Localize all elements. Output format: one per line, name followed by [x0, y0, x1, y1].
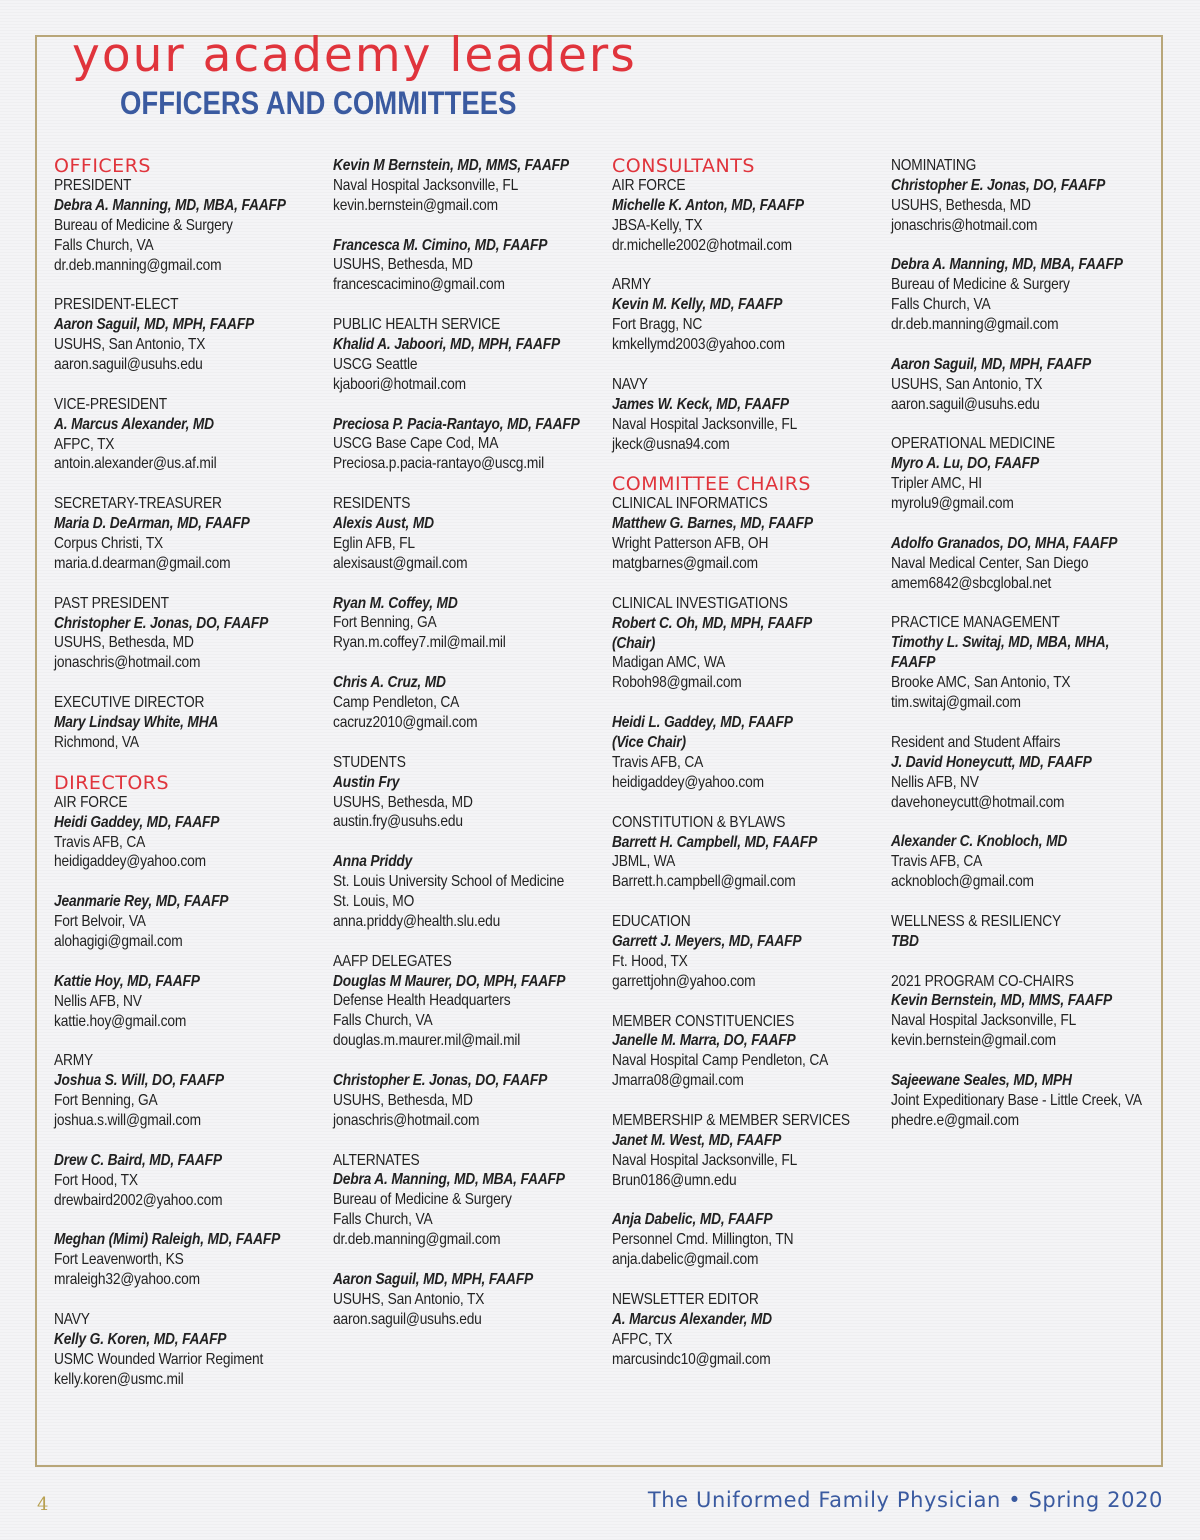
person-name: Janet M. West, MD, FAAFP	[612, 1131, 782, 1149]
detail-text: Naval Hospital Camp Pendleton, CA	[612, 1052, 829, 1070]
detail-text: amem6842@sbcglobal.net	[891, 574, 1052, 592]
spacer	[54, 275, 286, 295]
section-heading: CONSULTANTS	[612, 155, 755, 177]
detail-text: anna.priddy@health.slu.edu	[333, 912, 501, 930]
role-label: NAVY	[612, 375, 648, 393]
detail-text: USCG Seattle	[333, 355, 418, 373]
detail-text: Personnel Cmd. Millington, TN	[612, 1231, 794, 1249]
detail-text: Tripler AMC, HI	[891, 475, 982, 493]
column-2	[333, 156, 603, 1330]
detail-text: dr.deb.manning@gmail.com	[54, 256, 222, 274]
spacer	[54, 1290, 286, 1310]
role-label: PRESIDENT-ELECT	[54, 296, 179, 314]
person-name: Alexis Aust, MD	[333, 515, 434, 533]
person-name: Preciosa P. Pacia-Rantayo, MD, FAAFP	[333, 415, 580, 433]
spacer	[54, 1031, 286, 1051]
detail-text: tim.switaj@gmail.com	[891, 694, 1021, 712]
role-label: 2021 PROGRAM CO-CHAIRS	[891, 972, 1074, 990]
detail-text: drewbaird2002@yahoo.com	[54, 1191, 223, 1209]
detail-text: dr.deb.manning@gmail.com	[891, 316, 1059, 334]
role-label: AIR FORCE	[54, 793, 128, 811]
spacer	[891, 594, 1123, 614]
spacer	[612, 1091, 844, 1111]
person-name: Christopher E. Jonas, DO, FAAFP	[333, 1071, 548, 1089]
detail-text: Fort Benning, GA	[54, 1092, 158, 1110]
spacer	[333, 395, 565, 415]
detail-text: kjaboori@hotmail.com	[333, 375, 466, 393]
detail-text: Fort Belvoir, VA	[54, 913, 146, 931]
role-label: STUDENTS	[333, 753, 406, 771]
detail-text: joshua.s.will@gmail.com	[54, 1111, 201, 1129]
detail-text: AFPC, TX	[612, 1330, 673, 1348]
detail-text: Fort Benning, GA	[333, 614, 437, 632]
spacer	[891, 335, 1123, 355]
person-name: Khalid A. Jaboori, MD, MPH, FAAFP	[333, 336, 560, 354]
detail-text: Camp Pendleton, CA	[333, 694, 460, 712]
detail-text: kevin.bernstein@gmail.com	[891, 1032, 1056, 1050]
page-number: 4	[37, 1494, 49, 1515]
page-subtitle: OFFICERS AND COMMITTEES	[120, 85, 517, 121]
detail-text: Naval Medical Center, San Diego	[891, 554, 1089, 572]
person-name: J. David Honeycutt, MD, FAAFP	[891, 753, 1092, 771]
detail-text: Falls Church, VA	[333, 1211, 433, 1229]
spacer	[612, 454, 844, 474]
person-name: Michelle K. Anton, MD, FAAFP	[612, 196, 804, 214]
detail-text: heidigaddey@yahoo.com	[612, 773, 764, 791]
detail-text: Naval Hospital Jacksonville, FL	[612, 415, 798, 433]
detail-text: anja.dabelic@gmail.com	[612, 1251, 759, 1269]
spacer	[891, 1051, 1123, 1071]
detail-text: antoin.alexander@us.af.mil	[54, 455, 217, 473]
role-label: SECRETARY-TREASURER	[54, 495, 222, 513]
spacer	[333, 1250, 565, 1270]
detail-text: Wright Patterson AFB, OH	[612, 535, 769, 553]
detail-text: Falls Church, VA	[891, 296, 991, 314]
spacer	[891, 952, 1123, 972]
spacer	[333, 474, 565, 494]
role-label: RESIDENTS	[333, 495, 411, 513]
person-name: Barrett H. Campbell, MD, FAAFP	[612, 833, 818, 851]
role-label: MEMBER CONSTITUENCIES	[612, 1012, 795, 1030]
person-name: Meghan (Mimi) Raleigh, MD, FAAFP	[54, 1231, 281, 1249]
person-name: Douglas M Maurer, DO, MPH, FAAFP	[333, 972, 566, 990]
detail-text: USUHS, Bethesda, MD	[891, 196, 1031, 214]
detail-text: Bureau of Medicine & Surgery	[333, 1191, 512, 1209]
detail-text: Nellis AFB, NV	[891, 773, 979, 791]
person-name: Aaron Saguil, MD, MPH, FAAFP	[333, 1270, 534, 1288]
column-4	[891, 156, 1161, 1131]
publication-footer: The Uniformed Family Physician • Spring 2020	[647, 1488, 1163, 1512]
role-label: VICE-PRESIDENT	[54, 395, 168, 413]
person-name: A. Marcus Alexander, MD	[612, 1310, 772, 1328]
detail-text: Ryan.m.coffey7.mil@mail.mil	[333, 634, 506, 652]
detail-text: davehoneycutt@hotmail.com	[891, 793, 1065, 811]
role-label: EDUCATION	[612, 913, 691, 931]
detail-text: Bureau of Medicine & Surgery	[891, 276, 1070, 294]
detail-text: jonaschris@hotmail.com	[54, 654, 201, 672]
spacer	[333, 1131, 565, 1151]
section-heading: DIRECTORS	[54, 771, 170, 794]
person-name: Myro A. Lu, DO, FAAFP	[891, 455, 1040, 473]
detail-text: USUHS, Bethesda, MD	[54, 634, 194, 652]
spacer	[54, 574, 286, 594]
person-name: Chris A. Cruz, MD	[333, 674, 446, 692]
role-label: Resident and Student Affairs	[891, 733, 1061, 751]
role-label: MEMBERSHIP & MEMBER SERVICES	[612, 1111, 850, 1129]
role-label: NOMINATING	[891, 157, 977, 174]
detail-text: phedre.e@gmail.com	[891, 1111, 1019, 1129]
detail-text: Naval Hospital Jacksonville, FL	[612, 1151, 798, 1169]
role-label: ALTERNATES	[333, 1151, 420, 1169]
person-name: Timothy L. Switaj, MD, MBA, MHA,	[891, 634, 1110, 652]
role-label: PUBLIC HEALTH SERVICE	[333, 316, 501, 334]
detail-text: Travis AFB, CA	[891, 853, 983, 871]
person-name: Robert C. Oh, MD, MPH, FAAFP	[612, 614, 813, 632]
person-name: Debra A. Manning, MD, MBA, FAAFP	[333, 1171, 565, 1189]
detail-text: Bureau of Medicine & Surgery	[54, 216, 233, 234]
detail-text: Travis AFB, CA	[612, 753, 704, 771]
detail-text: USUHS, Bethesda, MD	[333, 1091, 473, 1109]
person-name: Mary Lindsay White, MHA	[54, 714, 219, 732]
person-name: Aaron Saguil, MD, MPH, FAAFP	[54, 316, 255, 334]
column-3	[612, 156, 882, 1370]
person-name: Debra A. Manning, MD, MBA, FAAFP	[891, 256, 1123, 274]
detail-text: Fort Leavenworth, KS	[54, 1251, 184, 1269]
role-label: CONSTITUTION & BYLAWS	[612, 813, 786, 831]
person-name: FAAFP	[891, 654, 936, 672]
role-label: PAST PRESIDENT	[54, 594, 169, 612]
detail-text: JBSA-Kelly, TX	[612, 216, 703, 234]
spacer	[54, 375, 286, 395]
role-label: PRACTICE MANAGEMENT	[891, 614, 1060, 632]
detail-text: kevin.bernstein@gmail.com	[333, 196, 498, 214]
detail-text: dr.michelle2002@hotmail.com	[612, 236, 792, 254]
detail-text: dr.deb.manning@gmail.com	[333, 1231, 501, 1249]
person-name: Anna Priddy	[333, 853, 413, 871]
spacer	[612, 574, 844, 594]
detail-text: myrolu9@gmail.com	[891, 495, 1014, 513]
spacer	[891, 514, 1123, 534]
detail-text: Naval Hospital Jacksonville, FL	[891, 1012, 1077, 1030]
person-name: Garrett J. Meyers, MD, FAAFP	[612, 932, 802, 950]
detail-text: Falls Church, VA	[54, 236, 154, 254]
person-name: Kelly G. Koren, MD, FAAFP	[54, 1330, 227, 1348]
person-name: Heidi Gaddey, MD, FAAFP	[54, 813, 220, 831]
role-label: CLINICAL INFORMATICS	[612, 495, 768, 513]
detail-text: alexisaust@gmail.com	[333, 554, 468, 572]
detail-text: Richmond, VA	[54, 733, 139, 751]
detail-text: Corpus Christi, TX	[54, 535, 164, 553]
detail-text: jonaschris@hotmail.com	[333, 1111, 480, 1129]
person-name: Francesca M. Cimino, MD, FAAFP	[333, 236, 548, 254]
person-name: Matthew G. Barnes, MD, FAAFP	[612, 515, 813, 533]
spacer	[612, 1191, 844, 1211]
person-name: Kevin M Bernstein, MD, MMS, FAAFP	[333, 157, 569, 174]
detail-text: USUHS, San Antonio, TX	[891, 375, 1043, 393]
person-name: Drew C. Baird, MD, FAAFP	[54, 1151, 222, 1169]
detail-text: Eglin AFB, FL	[333, 534, 415, 552]
section-heading: OFFICERS	[54, 155, 151, 177]
person-name: TBD	[891, 932, 919, 950]
person-name: Adolfo Granados, DO, MHA, FAAFP	[891, 534, 1118, 552]
person-name: Kevin Bernstein, MD, MMS, FAAFP	[891, 992, 1112, 1010]
detail-text: Travis AFB, CA	[54, 833, 146, 851]
person-name: Maria D. DeArman, MD, FAAFP	[54, 515, 250, 533]
detail-text: USUHS, San Antonio, TX	[54, 336, 206, 354]
person-name: Jeanmarie Rey, MD, FAAFP	[54, 893, 229, 911]
spacer	[54, 1131, 286, 1151]
detail-text: Defense Health Headquarters	[333, 992, 511, 1010]
spacer	[612, 892, 844, 912]
spacer	[54, 872, 286, 892]
detail-text: alohagigi@gmail.com	[54, 932, 183, 950]
person-name: Sajeewane Seales, MD, MPH	[891, 1071, 1072, 1089]
detail-text: St. Louis, MO	[333, 892, 415, 910]
detail-text: matgbarnes@gmail.com	[612, 555, 758, 573]
detail-text: aaron.saguil@usuhs.edu	[891, 395, 1040, 413]
detail-text: USUHS, Bethesda, MD	[333, 793, 473, 811]
detail-text: USUHS, San Antonio, TX	[333, 1290, 485, 1308]
spacer	[54, 952, 286, 972]
detail-text: aaron.saguil@usuhs.edu	[54, 356, 203, 374]
detail-text: Barrett.h.campbell@gmail.com	[612, 873, 796, 891]
spacer	[333, 653, 565, 673]
detail-text: jkeck@usna94.com	[612, 435, 730, 453]
spacer	[891, 713, 1123, 733]
person-name: Kevin M. Kelly, MD, FAAFP	[612, 296, 783, 314]
person-name: Debra A. Manning, MD, MBA, FAAFP	[54, 196, 286, 214]
detail-text: douglas.m.maurer.mil@mail.mil	[333, 1032, 521, 1050]
spacer	[612, 992, 844, 1012]
detail-text: Roboh98@gmail.com	[612, 674, 742, 692]
role-label: NEWSLETTER EDITOR	[612, 1290, 759, 1308]
spacer	[612, 256, 844, 276]
spacer	[891, 415, 1123, 435]
column-1	[54, 156, 324, 1389]
detail-text: USCG Base Cape Cod, MA	[333, 435, 499, 453]
person-name: Alexander C. Knobloch, MD	[891, 833, 1068, 851]
section-heading: COMMITTEE CHAIRS	[612, 473, 811, 496]
spacer	[54, 1210, 286, 1230]
person-name: Heidi L. Gaddey, MD, FAAFP	[612, 714, 793, 732]
role-label: ARMY	[612, 276, 652, 294]
spacer	[612, 693, 844, 713]
person-name: James W. Keck, MD, FAAFP	[612, 395, 789, 413]
spacer	[333, 574, 565, 594]
detail-text: Madigan AMC, WA	[612, 654, 726, 672]
detail-text: austin.fry@usuhs.edu	[333, 813, 463, 831]
person-name: Kattie Hoy, MD, FAAFP	[54, 972, 200, 990]
role-label: NAVY	[54, 1310, 90, 1328]
person-name: Ryan M. Coffey, MD	[333, 594, 458, 612]
detail-text: AFPC, TX	[54, 435, 115, 453]
spacer	[891, 812, 1123, 832]
detail-text: Fort Bragg, NC	[612, 316, 703, 334]
detail-text: aaron.saguil@usuhs.edu	[333, 1310, 482, 1328]
detail-text: JBML, WA	[612, 853, 676, 871]
detail-text: Naval Hospital Jacksonville, FL	[333, 176, 519, 194]
detail-text: St. Louis University School of Medicine	[333, 873, 565, 891]
person-name: Christopher E. Jonas, DO, FAAFP	[891, 176, 1106, 194]
detail-text: Jmarra08@gmail.com	[612, 1072, 744, 1090]
role-label: AAFP DELEGATES	[333, 952, 452, 970]
detail-text: heidigaddey@yahoo.com	[54, 853, 206, 871]
spacer	[891, 236, 1123, 256]
detail-text: kmkellymd2003@yahoo.com	[612, 336, 785, 354]
spacer	[891, 892, 1123, 912]
role-label: AIR FORCE	[612, 177, 686, 194]
person-name: Christopher E. Jonas, DO, FAAFP	[54, 614, 269, 632]
spacer	[612, 1270, 844, 1290]
role-label: OPERATIONAL MEDICINE	[891, 435, 1056, 453]
person-name: Anja Dabelic, MD, FAAFP	[612, 1211, 773, 1229]
detail-text: francescacimino@gmail.com	[333, 276, 505, 294]
detail-text: Brooke AMC, San Antonio, TX	[891, 674, 1071, 692]
spacer	[333, 295, 565, 315]
role-label: WELLNESS & RESILIENCY	[891, 912, 1061, 930]
detail-text: kattie.hoy@gmail.com	[54, 1012, 187, 1030]
detail-text: Joint Expeditionary Base - Little Creek, VA	[891, 1091, 1142, 1109]
spacer	[54, 673, 286, 693]
role-label: CLINICAL INVESTIGATIONS	[612, 594, 788, 612]
detail-text: USMC Wounded Warrior Regiment	[54, 1350, 264, 1368]
person-name: Austin Fry	[333, 773, 400, 791]
person-name: Janelle M. Marra, DO, FAAFP	[612, 1032, 796, 1050]
detail-text: Nellis AFB, NV	[54, 992, 142, 1010]
detail-text: maria.d.dearman@gmail.com	[54, 554, 231, 572]
person-name: (Chair)	[612, 634, 656, 652]
detail-text: Falls Church, VA	[333, 1012, 433, 1030]
spacer	[54, 474, 286, 494]
detail-text: Fort Hood, TX	[54, 1171, 138, 1189]
detail-text: Ft. Hood, TX	[612, 952, 688, 970]
spacer	[333, 1051, 565, 1071]
detail-text: acknobloch@gmail.com	[891, 873, 1034, 891]
spacer	[333, 832, 565, 852]
detail-text: garrettjohn@yahoo.com	[612, 972, 756, 990]
spacer	[333, 733, 565, 753]
detail-text: kelly.koren@usmc.mil	[54, 1370, 184, 1388]
detail-text: Brun0186@umn.edu	[612, 1171, 737, 1189]
detail-text: cacruz2010@gmail.com	[333, 713, 478, 731]
role-label: PRESIDENT	[54, 177, 132, 194]
detail-text: USUHS, Bethesda, MD	[333, 256, 473, 274]
person-name: (Vice Chair)	[612, 734, 686, 752]
spacer	[333, 932, 565, 952]
detail-text: jonaschris@hotmail.com	[891, 216, 1038, 234]
detail-text: mraleigh32@yahoo.com	[54, 1271, 200, 1289]
page-title: your academy leaders	[72, 28, 637, 83]
spacer	[54, 753, 286, 773]
person-name: Aaron Saguil, MD, MPH, FAAFP	[891, 355, 1092, 373]
detail-text: marcusindc10@gmail.com	[612, 1350, 771, 1368]
person-name: Joshua S. Will, DO, FAAFP	[54, 1072, 224, 1090]
spacer	[612, 355, 844, 375]
person-name: A. Marcus Alexander, MD	[54, 415, 214, 433]
spacer	[333, 216, 565, 236]
role-label: ARMY	[54, 1052, 94, 1070]
detail-text: Preciosa.p.pacia-rantayo@uscg.mil	[333, 455, 544, 473]
role-label: EXECUTIVE DIRECTOR	[54, 694, 205, 712]
spacer	[612, 793, 844, 813]
